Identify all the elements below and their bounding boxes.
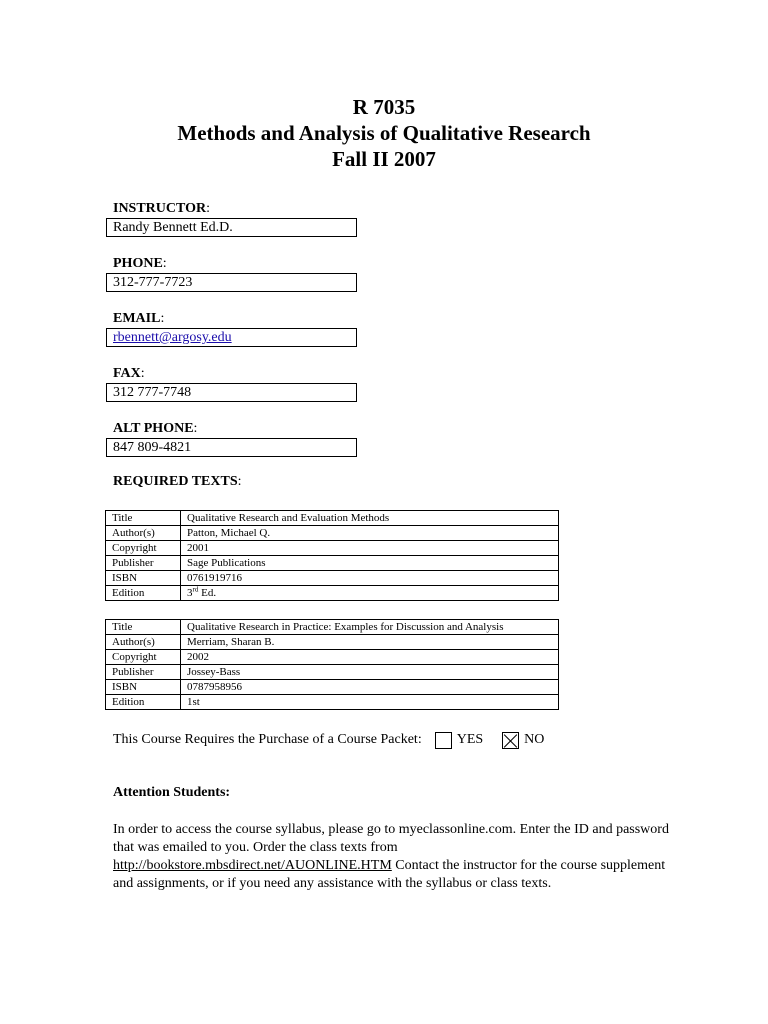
table-row	[106, 635, 559, 650]
row-key: Publisher	[106, 556, 181, 571]
phone-field	[106, 255, 366, 292]
edition-value	[181, 586, 559, 601]
alt-phone-field	[106, 420, 366, 457]
edition-number: 3	[187, 587, 193, 599]
edition-suffix: Ed.	[198, 587, 217, 599]
table-row	[106, 620, 559, 635]
row-value: Qualitative Research in Practice: Examples for Discussion and Analysis	[181, 620, 559, 635]
instructor-colon: :	[206, 201, 210, 216]
row-key: Copyright	[106, 541, 181, 556]
table-row	[106, 526, 559, 541]
row-key: ISBN	[106, 571, 181, 586]
phone-label: PHONE	[113, 256, 163, 271]
document-header	[0, 94, 768, 172]
instructor-label: INSTRUCTOR	[113, 201, 207, 216]
row-value: Merriam, Sharan B.	[181, 635, 559, 650]
email-value-box	[106, 328, 357, 347]
table-row	[106, 650, 559, 665]
course-packet-text: This Course Requires the Purchase of a Course Packet:	[113, 732, 422, 747]
fax-value: 312 777-7748	[106, 383, 357, 402]
row-value: Qualitative Research and Evaluation Methods	[181, 511, 559, 526]
table-row	[106, 556, 559, 571]
instructor-field	[106, 200, 366, 237]
row-value: 2002	[181, 650, 559, 665]
fax-label: FAX	[113, 366, 141, 381]
course-term: Fall II 2007	[332, 147, 436, 171]
row-key: Author(s)	[106, 635, 181, 650]
row-key: Title	[106, 620, 181, 635]
row-key: Edition	[106, 586, 181, 601]
fax-field	[106, 365, 366, 402]
required-texts-heading	[113, 474, 242, 490]
row-key: Copyright	[106, 650, 181, 665]
required-texts-colon: :	[237, 474, 242, 489]
row-value: 2001	[181, 541, 559, 556]
course-code: R 7035	[352, 95, 416, 119]
table-row	[106, 680, 559, 695]
row-key: Publisher	[106, 665, 181, 680]
email-field	[106, 310, 366, 347]
alt-phone-value: 847 809-4821	[106, 438, 357, 457]
book-table-2	[105, 619, 559, 710]
book-table-1	[105, 510, 559, 601]
attention-text-1: In order to access the course syllabus, please go to myeclassonline.com. Enter the ID and password that was emailed to you. Order the class texts from	[113, 822, 669, 855]
email-label: EMAIL	[113, 311, 161, 326]
alt-phone-label: ALT PHONE	[113, 421, 194, 436]
course-title: Methods and Analysis of Qualitative Research	[177, 121, 591, 145]
table-row	[106, 511, 559, 526]
table-row	[106, 695, 559, 710]
row-value: 0761919716	[181, 571, 559, 586]
row-key: ISBN	[106, 680, 181, 695]
email-link[interactable]: rbennett@argosy.edu	[113, 330, 232, 345]
alt-phone-colon: :	[193, 421, 198, 436]
row-value: 1st	[181, 695, 559, 710]
table-row	[106, 571, 559, 586]
row-key: Author(s)	[106, 526, 181, 541]
course-packet-question	[113, 731, 550, 749]
attention-text-2: Contact the instructor for the course supplement and assignments, or if you need any assistance with the syllabus or class texts.	[113, 858, 666, 891]
row-value: Patton, Michael Q.	[181, 526, 559, 541]
row-key: Title	[106, 511, 181, 526]
required-texts-label: REQUIRED TEXTS	[113, 474, 238, 489]
edition-ordinal: rd	[192, 585, 199, 594]
instructor-value: Randy Bennett Ed.D.	[106, 218, 357, 237]
attention-paragraph	[113, 821, 673, 893]
row-value: Jossey-Bass	[181, 665, 559, 680]
no-checkbox[interactable]	[502, 732, 519, 749]
row-value: Sage Publications	[181, 556, 559, 571]
phone-value: 312-777-7723	[106, 273, 357, 292]
email-colon: :	[160, 311, 165, 326]
phone-colon: :	[162, 256, 167, 271]
attention-heading: Attention Students:	[113, 785, 231, 800]
fax-colon: :	[140, 366, 145, 381]
table-row	[106, 541, 559, 556]
table-row	[106, 665, 559, 680]
table-row	[106, 586, 559, 601]
yes-label: YES	[456, 732, 484, 747]
no-label: NO	[524, 732, 545, 747]
row-value: 0787958956	[181, 680, 559, 695]
bookstore-link[interactable]: http://bookstore.mbsdirect.net/AUONLINE.HTM	[113, 858, 392, 873]
yes-checkbox[interactable]	[435, 732, 452, 749]
row-key: Edition	[106, 695, 181, 710]
